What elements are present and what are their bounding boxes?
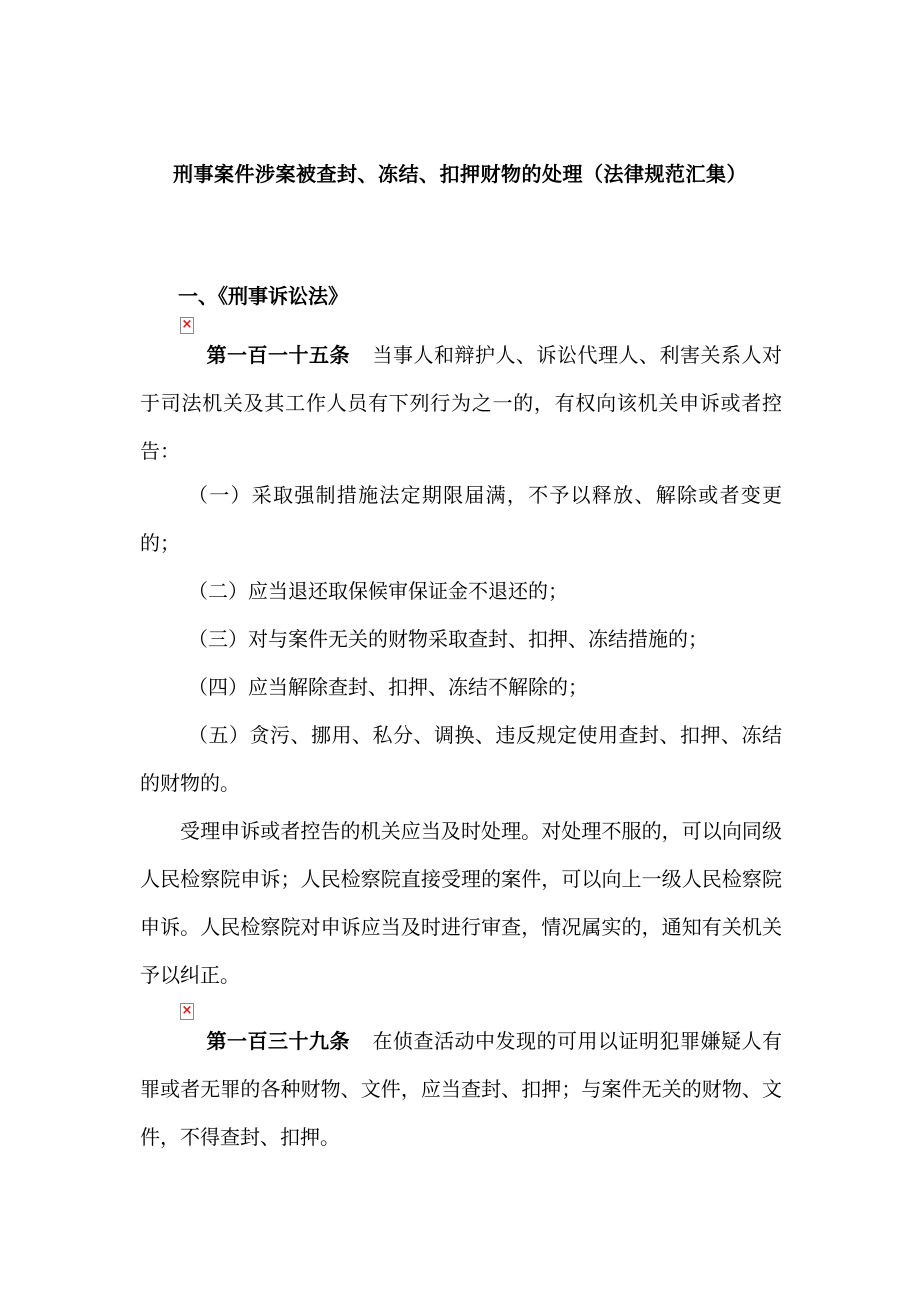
list-item: （三）对与案件无关的财物采取查封、扣押、冻结措施的； [188, 627, 708, 651]
broken-image-icon [180, 317, 194, 334]
list-item: （五）贪污、挪用、私分、调换、违反规定使用查封、扣押、冻结的财物的。 [140, 723, 782, 795]
article-115-closing [140, 807, 782, 999]
broken-image-icon [180, 1003, 194, 1020]
article-number: 第一百一十五条 [206, 343, 350, 367]
article-139-paragraph [140, 1017, 782, 1161]
list-item: （一）采取强制措施法定期限届满，不予以释放、解除或者变更的； [140, 483, 782, 555]
article-number: 第一百三十九条 [206, 1029, 350, 1053]
article-139 [140, 1017, 782, 1161]
list-item: （二）应当退还取保候审保证金不退还的； [188, 579, 568, 603]
list-item: （四）应当解除查封、扣押、冻结不解除的； [188, 675, 588, 699]
article-115 [140, 331, 782, 475]
article-text: 当事人和辩护人、诉讼代理人、利害关系人对于司法机关及其工作人员有下列行为之一的，有权向该机关申诉或者控告： [140, 343, 782, 463]
article-115-paragraph [140, 331, 782, 475]
article-115-items [140, 471, 782, 807]
document-title: 刑事案件涉案被查封、冻结、扣押财物的处理（法律规范汇集） [173, 162, 747, 186]
section-heading: 一、《刑事诉讼法》 [178, 284, 348, 308]
closing-paragraph: 受理申诉或者控告的机关应当及时处理。对处理不服的，可以向同级人民检察院申诉；人民检察院直接受理的案件，可以向上一级人民检察院申诉。人民检察院对申诉应当及时进行审查，情况属实的，通知有关机关予以纠正。 [140, 819, 782, 987]
article-text: 在侦查活动中发现的可用以证明犯罪嫌疑人有罪或者无罪的各种财物、文件，应当查封、扣押；与案件无关的财物、文件，不得查封、扣押。 [140, 1029, 782, 1149]
